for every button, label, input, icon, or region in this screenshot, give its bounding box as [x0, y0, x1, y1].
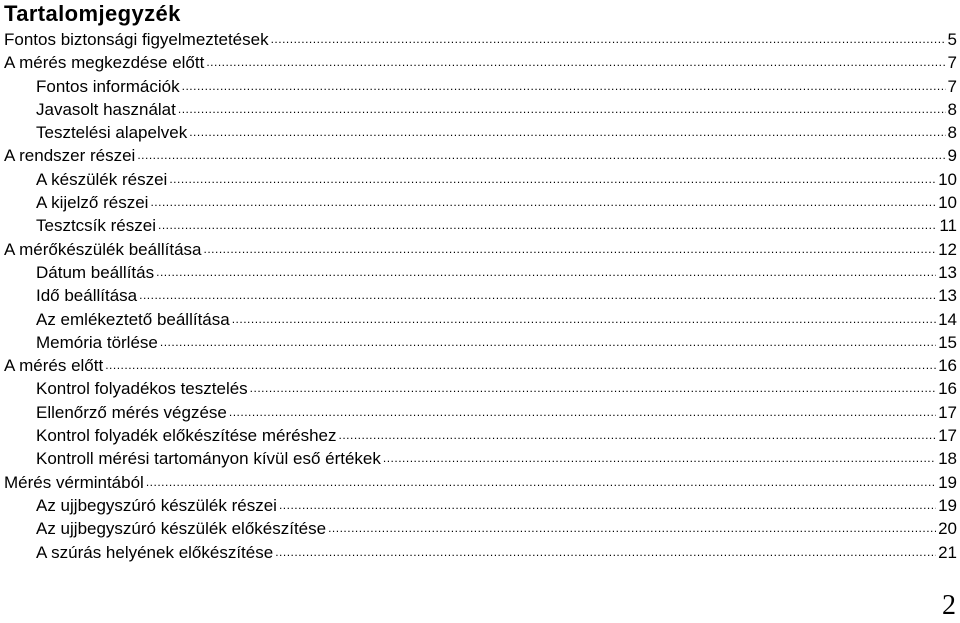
toc-entry-label: A mérés előtt [4, 356, 104, 376]
toc-entry[interactable] [0, 494, 960, 517]
toc-entry-label: A mérés megkezdése előtt [4, 53, 205, 73]
toc-entry-page: 7 [947, 53, 957, 73]
toc-entry-page: 11 [939, 216, 957, 236]
toc-dot-leader [204, 238, 937, 261]
toc-entry[interactable] [0, 284, 960, 307]
toc-entry-page: 9 [947, 146, 957, 166]
toc-entry[interactable] [0, 144, 960, 167]
toc-entry-label: Mérés vérmintából [4, 472, 144, 492]
toc-dot-leader [383, 447, 936, 470]
toc-entry-page: 20 [938, 519, 957, 539]
toc-entry-label: A rendszer részei [4, 146, 136, 166]
toc-entry-label: Ellenőrző mérés végzése [36, 402, 227, 422]
toc-dot-leader [250, 377, 936, 400]
toc-entry-page: 8 [947, 123, 957, 143]
toc-entry-page: 12 [938, 239, 957, 259]
toc-entry-page: 17 [938, 426, 957, 446]
toc-dot-leader [182, 75, 946, 98]
toc-entry-label: Az ujjbegyszúró készülék részei [36, 495, 277, 515]
toc-dot-leader [105, 354, 936, 377]
toc-entry-label: Az ujjbegyszúró készülék előkészítése [36, 519, 327, 539]
toc-entry[interactable] [0, 424, 960, 447]
toc-entry-page: 13 [938, 262, 957, 282]
toc-entry[interactable] [0, 401, 960, 424]
toc-entry-page: 14 [938, 309, 957, 329]
toc-entry[interactable] [0, 214, 960, 237]
toc-entry-label: Dátum beállítás [36, 262, 155, 282]
toc-entry-page: 5 [947, 30, 957, 49]
toc-dot-leader [158, 214, 937, 237]
toc-entry[interactable] [0, 447, 960, 470]
toc-entry-label: Tesztelési alapelvek [36, 123, 188, 143]
toc-dot-leader [206, 51, 945, 74]
toc-entry-page: 19 [938, 472, 957, 492]
toc-entry[interactable] [0, 238, 960, 261]
toc-dot-leader [275, 541, 936, 564]
toc-dot-leader [156, 261, 936, 284]
toc-entry-page: 16 [938, 379, 957, 399]
toc-entry-label: A mérőkészülék beállítása [4, 239, 202, 259]
toc-entry[interactable] [0, 191, 960, 214]
toc-entry-label: A készülék részei [36, 169, 168, 189]
toc-entry-label: Idő beállítása [36, 286, 138, 306]
toc-entry[interactable] [0, 541, 960, 564]
toc-entry[interactable] [0, 51, 960, 74]
toc-entry[interactable] [0, 98, 960, 121]
toc-entry-page: 17 [938, 402, 957, 422]
toc-dot-leader [160, 331, 936, 354]
toc-entry-page: 10 [938, 169, 957, 189]
toc-entry-page: 8 [947, 99, 957, 119]
toc-entry-page: 10 [938, 193, 957, 213]
toc-dot-leader [178, 98, 946, 121]
toc-entry-label: Kontrol folyadékos tesztelés [36, 379, 248, 399]
toc-dot-leader [328, 517, 936, 540]
toc-entry-label: Az emlékeztető beállítása [36, 309, 230, 329]
toc-entry-label: Javasolt használat [36, 99, 176, 119]
toc-entry-label: Fontos biztonsági figyelmeztetések [4, 30, 269, 49]
toc-dot-leader [339, 424, 937, 447]
toc-dot-leader [137, 144, 945, 167]
toc-dot-leader [139, 284, 936, 307]
toc-dot-leader [232, 308, 936, 331]
toc-title: Tartalomjegyzék [4, 1, 181, 26]
toc-entry-page: 13 [938, 286, 957, 306]
toc-dot-leader [229, 401, 936, 424]
toc-entry-label: Fontos információk [36, 76, 180, 96]
toc-entry[interactable] [0, 168, 960, 191]
toc-entry-page: 21 [938, 542, 957, 562]
toc-dot-leader [169, 168, 936, 191]
toc-entry-label: A szúrás helyének előkészítése [36, 542, 274, 562]
toc-entry[interactable] [0, 331, 960, 354]
toc-list [0, 28, 960, 564]
toc-dot-leader [279, 494, 936, 517]
page-number: 2 [942, 590, 956, 621]
toc-dot-leader [271, 28, 946, 51]
toc-entry[interactable] [0, 517, 960, 540]
toc-entry[interactable] [0, 28, 960, 51]
toc-entry[interactable] [0, 121, 960, 144]
toc-entry-page: 15 [938, 332, 957, 352]
toc-entry-page: 18 [938, 449, 957, 469]
toc-entry-label: Kontrol folyadék előkészítése méréshez [36, 426, 337, 446]
toc-dot-leader [189, 121, 945, 144]
toc-dot-leader [150, 191, 936, 214]
toc-entry[interactable] [0, 471, 960, 494]
toc-entry[interactable] [0, 75, 960, 98]
toc-entry-page: 19 [938, 495, 957, 515]
toc-entry[interactable] [0, 377, 960, 400]
toc-dot-leader [146, 471, 936, 494]
toc-entry[interactable] [0, 261, 960, 284]
toc-entry-label: Memória törlése [36, 332, 158, 352]
toc-entry-page: 7 [947, 76, 957, 96]
toc-entry[interactable] [0, 354, 960, 377]
toc-entry[interactable] [0, 308, 960, 331]
toc-entry-label: Tesztcsík részei [36, 216, 156, 236]
toc-entry-label: A kijelző részei [36, 193, 149, 213]
toc-entry-page: 16 [938, 356, 957, 376]
toc-entry-label: Kontroll mérési tartományon kívül eső értékek [36, 449, 381, 469]
